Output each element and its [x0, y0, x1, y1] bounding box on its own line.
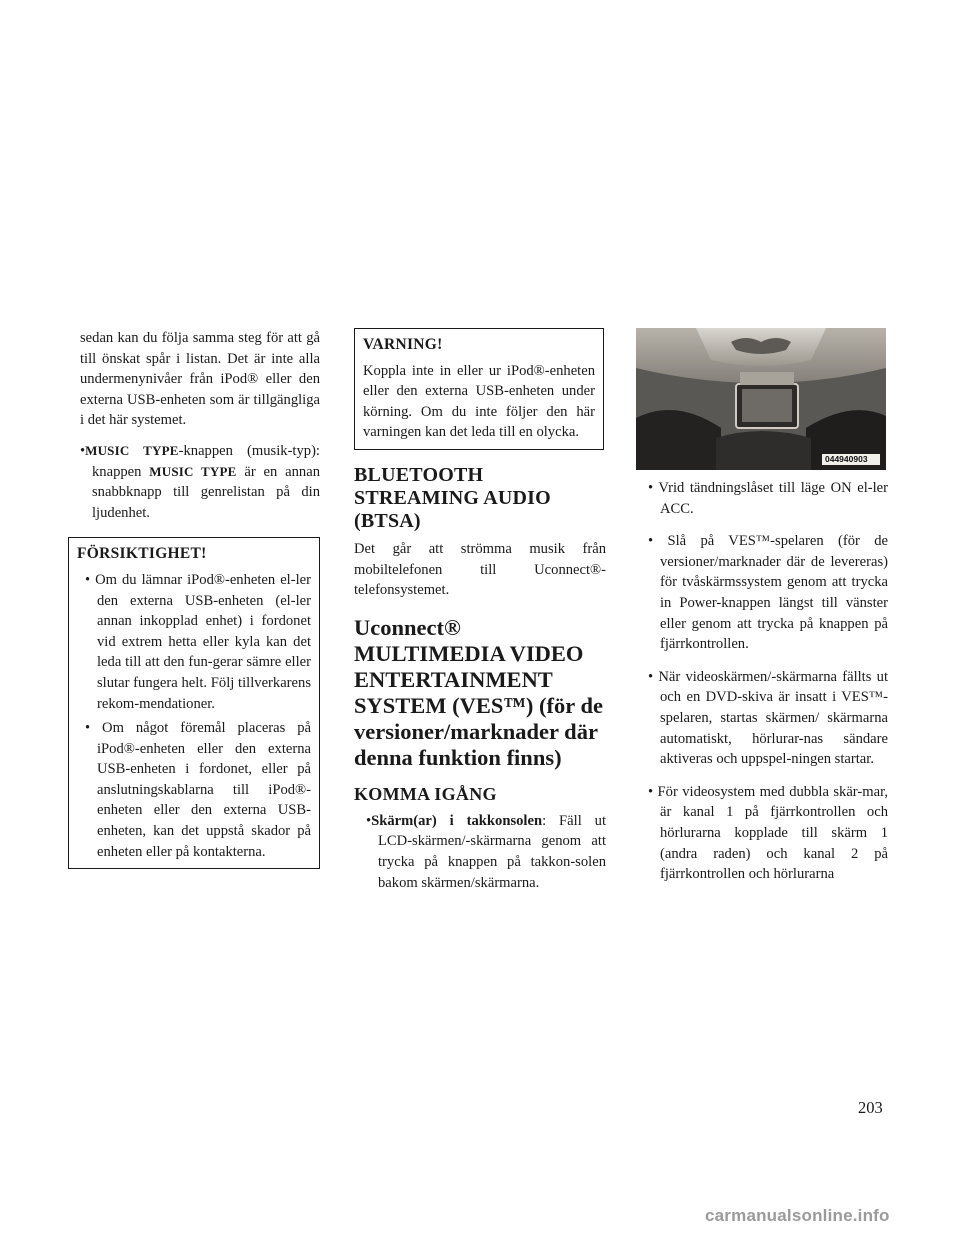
caution-item-1: • Om du lämnar iPod®-enheten el-ler den externa USB-enheten (el-ler annan inkopplad enhet) i fordonet vid extrem hetta eller kyla kan det leda till att den fun-gerar sämre eller slutar fungera helt. Följ tillverkarens rekom-mendationer. — [85, 571, 311, 712]
ves-heading: Uconnect® MULTIMEDIA VIDEO ENTERTAINMENT SYSTEM (VES™) (för de versioner/marknader där denna funktion finns) — [354, 614, 603, 770]
caution-box — [68, 537, 320, 869]
caution-item-2: • Om något föremål placeras på iPod®-enheten eller den externa USB-enheten i fordonet, eller på anslutningskablarna till iPod®-enheten eller den externa USB-enheten, kan det uppstå skador på enheten eller på kontakterna. — [85, 720, 312, 860]
btsa-text: Det går att strömma musik från mobiltelefonen till Uconnect®-telefonsystemet. — [354, 540, 606, 599]
item-screen-auto: • När videoskärmen/-skärmarna fällts ut och en DVD-skiva är insatt i VES™-spelaren, startas skärmen/ skärmarna automatiskt, hörlurar-nas sändare aktiveras och uppspel-ningen startar. — [648, 668, 888, 768]
warning-title: VARNING! — [363, 336, 443, 353]
watermark: carmanualsonline.info — [705, 1206, 890, 1225]
getting-started-heading: KOMMA IGÅNG — [354, 783, 497, 804]
music-type-item: •MUSIC TYPE-knappen (musik-typ): knappen MUSIC TYPE är en annan snabbknapp till genrelistan på din ljudenhet. — [80, 442, 320, 521]
warning-box — [354, 328, 604, 450]
page-number: 203 — [858, 1098, 883, 1117]
overhead-screen-photo — [636, 328, 886, 470]
column-left — [68, 328, 320, 869]
column-right — [636, 328, 888, 885]
caution-title: FÖRSIKTIGHET! — [77, 545, 207, 563]
photo-illustration — [636, 328, 886, 470]
photo-code: 044940903 — [825, 454, 868, 464]
overhead-screen-item: •Skärm(ar) i takkonsolen: Fäll ut LCD-skärmen/-skärmarna genom att trycka på knappen på takkon-solen bakom skärmen/skärmarna. — [366, 812, 607, 891]
item-dual-screen: • För videosystem med dubbla skär-mar, är kanal 1 på fjärrkontrollen och hörlurarna kopplade till skärm 1 (andra raden) och kanal 2 på fjärrkontrollen och hörlurarna — [648, 783, 888, 883]
music-type-label: MUSIC TYPE — [85, 442, 179, 458]
btsa-heading: BLUETOOTH STREAMING AUDIO (BTSA) — [354, 463, 551, 532]
item-ignition: • Vrid tändningslåset till läge ON el-ler ACC. — [648, 480, 889, 517]
continued-paragraph: sedan kan du följa samma steg för att gå till önskat spår i listan. Det är inte alla undermenynivåer från iPod® eller den externa USB-enheten som är tillgängliga i det här systemet. — [80, 330, 320, 429]
item-power-on: • Slå på VES™-spelaren (för de versioner/marknader där de levereras) för tvåskärmssystem genom att trycka in Power-knappen längst till vänster eller genom att trycka på knappen på fjärrkontrollen. — [648, 533, 888, 653]
column-middle — [354, 328, 606, 893]
warning-text: Koppla inte in eller ur iPod®-enheten eller den externa USB-enheten under körning. Om du inte följer den här varningen kan det leda till en olycka. — [363, 362, 595, 441]
